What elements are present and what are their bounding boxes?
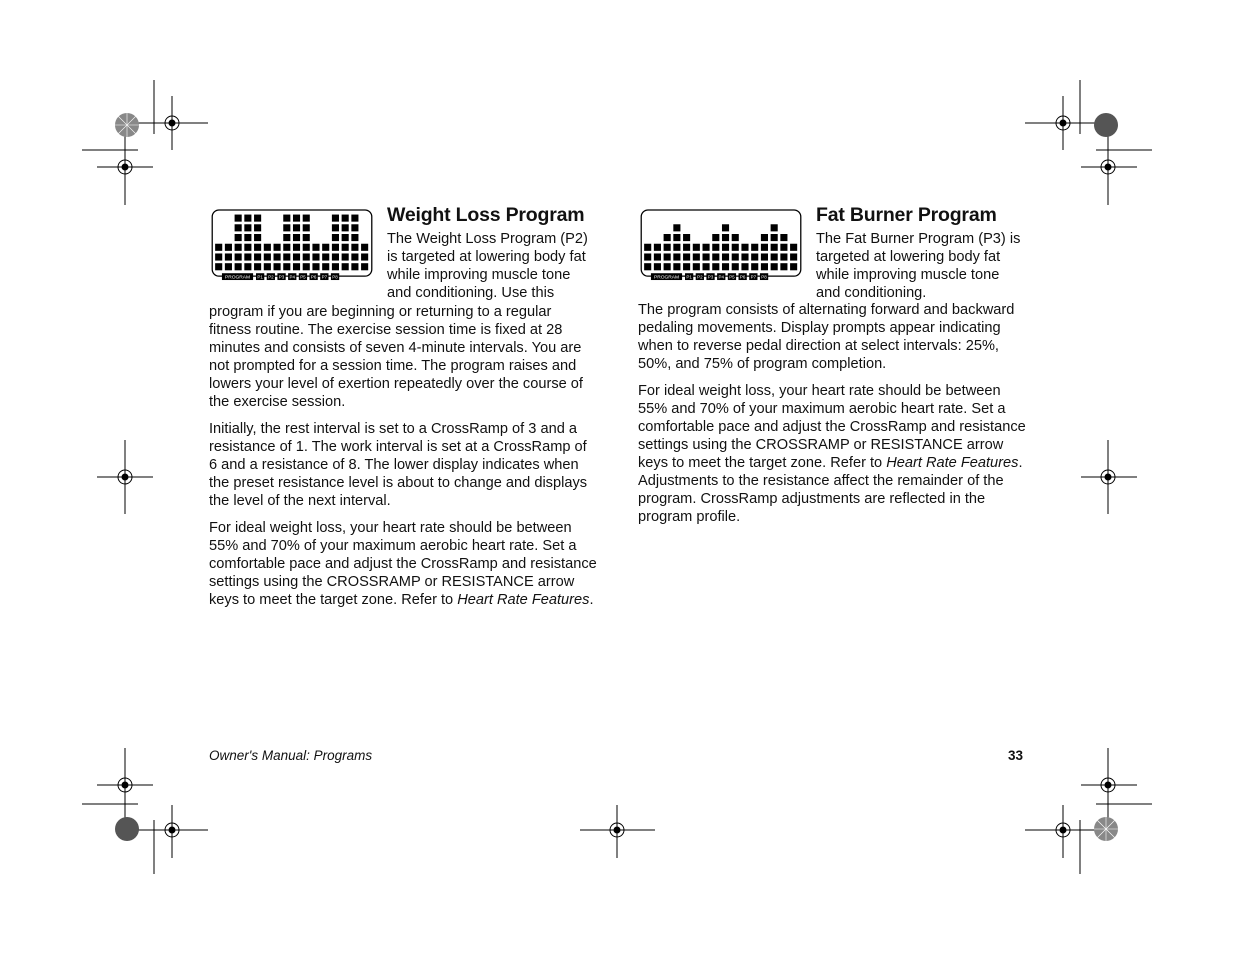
led-segment: [254, 215, 261, 222]
led-segment: [342, 215, 349, 222]
led-segment: [712, 234, 719, 241]
led-segment: [722, 234, 729, 241]
led-segment: [264, 253, 271, 260]
led-segment: [722, 253, 729, 260]
led-segment: [703, 253, 710, 260]
led-segment: [235, 215, 242, 222]
led-segment: [293, 244, 300, 251]
led-segment: [274, 263, 281, 270]
led-segment: [771, 263, 778, 270]
page-number: 33: [1008, 748, 1024, 763]
led-segment: [283, 215, 290, 222]
led-segment: [322, 263, 329, 270]
led-segment: [332, 224, 339, 231]
led-segment: [703, 263, 710, 270]
led-segment: [780, 234, 787, 241]
heart-rate-features-ref: Heart Rate Features: [457, 592, 590, 608]
weight-loss-intro: The Weight Loss Program (P2) is targeted at lowering body fat while improving muscle tone and conditioning. Use this: [387, 231, 588, 301]
led-segment: [693, 263, 700, 270]
led-segment: [303, 224, 310, 231]
led-segment: [244, 234, 251, 241]
heart-rate-features-ref: Heart Rate Features: [886, 455, 1019, 471]
led-segment: [361, 263, 368, 270]
led-segment: [283, 263, 290, 270]
led-segment: [644, 253, 651, 260]
led-segment: [761, 244, 768, 251]
weight-loss-program-display: [209, 209, 375, 281]
led-segment: [235, 234, 242, 241]
led-segment: [664, 234, 671, 241]
led-segment: [342, 263, 349, 270]
led-segment: [771, 253, 778, 260]
led-segment: [254, 263, 261, 270]
led-segment: [732, 263, 739, 270]
led-segment: [664, 244, 671, 251]
led-segment: [244, 215, 251, 222]
led-segment: [293, 263, 300, 270]
led-segment: [361, 244, 368, 251]
led-segment: [312, 253, 319, 260]
program-key-label: P8: [761, 274, 767, 280]
led-segment: [244, 253, 251, 260]
led-segment: [790, 244, 797, 251]
led-segment: [225, 253, 232, 260]
led-segment: [654, 263, 661, 270]
led-segment: [283, 253, 290, 260]
led-segment: [693, 253, 700, 260]
program-key-label: P2: [697, 274, 703, 280]
program-key-label: P8: [332, 274, 338, 280]
led-segment: [342, 234, 349, 241]
led-segment: [712, 244, 719, 251]
led-segment: [693, 244, 700, 251]
led-segment: [732, 244, 739, 251]
led-segment: [751, 253, 758, 260]
led-segment: [225, 263, 232, 270]
led-segment: [780, 253, 787, 260]
led-segment: [303, 263, 310, 270]
led-segment: [673, 253, 680, 260]
led-segment: [722, 263, 729, 270]
led-segment: [741, 253, 748, 260]
program-key-label: P3: [278, 274, 285, 280]
led-segment: [332, 244, 339, 251]
led-segment: [235, 263, 242, 270]
led-segment: [361, 253, 368, 260]
weight-loss-title: Weight Loss Program: [387, 204, 585, 226]
led-segment: [215, 253, 222, 260]
led-segment: [351, 234, 358, 241]
led-segment: [732, 234, 739, 241]
led-segment: [342, 224, 349, 231]
led-segment: [351, 253, 358, 260]
led-segment: [225, 244, 232, 251]
program-key-label: P5: [729, 274, 735, 280]
led-segment: [683, 253, 690, 260]
program-label: PROGRAM: [653, 275, 680, 281]
program-key-label: P4: [718, 274, 724, 280]
led-segment: [235, 244, 242, 251]
weight-loss-paragraph-3: For ideal weight loss, your heart rate should be between 55% and 70% of your maximum aerobic heart rate. Set a comfortable pace and adjust the CrossRamp and resistance settings using the CROSSRAMP or RESISTANCE arrow keys to meet the target zone. Refer to Heart Rate Features.: [209, 520, 597, 608]
fat-burner-program-display: [638, 209, 804, 281]
led-segment: [664, 263, 671, 270]
led-segment: [654, 244, 661, 251]
led-segment: [303, 253, 310, 260]
fat-burner-paragraph-1: The program consists of alternating forward and backward pedaling movements. Display prompts appear indicating when to reverse pedal direction at select intervals: 25%, 50%, and 75% of program completion.: [638, 302, 1015, 372]
led-segment: [244, 224, 251, 231]
led-segment: [274, 253, 281, 260]
program-label: PROGRAM: [224, 275, 251, 281]
led-segment: [751, 263, 758, 270]
led-segment: [683, 244, 690, 251]
fat-burner-section: [638, 203, 1026, 535]
led-segment: [322, 253, 329, 260]
led-segment: [771, 234, 778, 241]
led-segment: [254, 244, 261, 251]
led-segment: [644, 244, 651, 251]
led-segment: [790, 263, 797, 270]
led-segment: [673, 224, 680, 231]
program-key-label: P6: [739, 274, 746, 280]
led-segment: [722, 224, 729, 231]
fat-burner-intro: The Fat Burner Program (P3) is targeted at lowering body fat while improving muscle tone and conditioning.: [816, 231, 1021, 301]
program-key-label: P4: [289, 274, 295, 280]
footer-section-title: Owner's Manual: Programs: [209, 748, 373, 763]
led-segment: [342, 253, 349, 260]
led-segment: [274, 244, 281, 251]
led-segment: [283, 234, 290, 241]
led-segment: [722, 244, 729, 251]
program-key-label: P3: [707, 274, 714, 280]
led-segment: [780, 263, 787, 270]
led-segment: [235, 224, 242, 231]
led-segment: [312, 263, 319, 270]
led-segment: [741, 263, 748, 270]
weight-loss-section: [209, 203, 597, 618]
led-segment: [683, 234, 690, 241]
led-segment: [351, 244, 358, 251]
led-segment: [351, 263, 358, 270]
led-segment: [332, 253, 339, 260]
led-segment: [332, 234, 339, 241]
led-segment: [761, 234, 768, 241]
led-segment: [780, 244, 787, 251]
program-key-label: P1: [686, 274, 692, 280]
led-segment: [683, 263, 690, 270]
led-segment: [303, 244, 310, 251]
led-segment: [673, 234, 680, 241]
led-segment: [673, 263, 680, 270]
led-segment: [254, 224, 261, 231]
led-segment: [790, 253, 797, 260]
led-segment: [244, 263, 251, 270]
led-segment: [703, 244, 710, 251]
led-segment: [293, 253, 300, 260]
led-segment: [342, 244, 349, 251]
led-segment: [264, 244, 271, 251]
led-segment: [264, 263, 271, 270]
led-segment: [254, 253, 261, 260]
led-segment: [761, 263, 768, 270]
led-segment: [293, 215, 300, 222]
led-segment: [235, 253, 242, 260]
led-segment: [712, 253, 719, 260]
led-segment: [712, 263, 719, 270]
led-segment: [741, 244, 748, 251]
program-key-label: P7: [750, 274, 757, 280]
program-key-label: P5: [300, 274, 306, 280]
program-key-label: P7: [321, 274, 328, 280]
led-segment: [761, 253, 768, 260]
led-segment: [664, 253, 671, 260]
led-segment: [771, 244, 778, 251]
led-segment: [254, 234, 261, 241]
led-segment: [283, 224, 290, 231]
program-key-label: P6: [310, 274, 317, 280]
led-segment: [332, 215, 339, 222]
fat-burner-title: Fat Burner Program: [816, 204, 997, 226]
led-segment: [654, 253, 661, 260]
led-segment: [283, 244, 290, 251]
weight-loss-paragraph-2: Initially, the rest interval is set to a CrossRamp of 3 and a resistance of 1. The work interval is set at a CrossRamp of 6 and a resistance of 8. The lower display indicates when the preset resistance level is about to change and displays the level of the next interval.: [209, 421, 588, 509]
led-segment: [244, 244, 251, 251]
led-segment: [673, 244, 680, 251]
program-key-label: P1: [257, 274, 263, 280]
led-segment: [303, 234, 310, 241]
led-segment: [351, 215, 358, 222]
fat-burner-paragraph-2: For ideal weight loss, your heart rate should be between 55% and 70% of your maximum aerobic heart rate. Set a comfortable pace and adjust the CrossRamp and resistance settings using the CROSSRAMP or RESISTANCE arrow keys to meet the target zone. Refer to Heart Rate Features. Adjustments to the resistance affect the remainder of the program. CrossRamp adjustments are reflected in the program profile.: [638, 383, 1026, 525]
led-segment: [751, 244, 758, 251]
led-segment: [644, 263, 651, 270]
led-segment: [293, 224, 300, 231]
led-segment: [322, 244, 329, 251]
led-segment: [215, 244, 222, 251]
led-segment: [771, 224, 778, 231]
led-segment: [312, 244, 319, 251]
led-segment: [351, 224, 358, 231]
led-segment: [732, 253, 739, 260]
led-segment: [303, 215, 310, 222]
program-key-label: P2: [268, 274, 274, 280]
led-segment: [215, 263, 222, 270]
weight-loss-paragraph-1: program if you are beginning or returning to a regular fitness routine. The exercise session time is fixed at 28 minutes and consists of seven 4-minute intervals. You are not prompted for a session time. The program raises and lowers your level of exertion repeatedly over the course of the exercise session.: [209, 304, 583, 410]
led-segment: [332, 263, 339, 270]
led-segment: [293, 234, 300, 241]
